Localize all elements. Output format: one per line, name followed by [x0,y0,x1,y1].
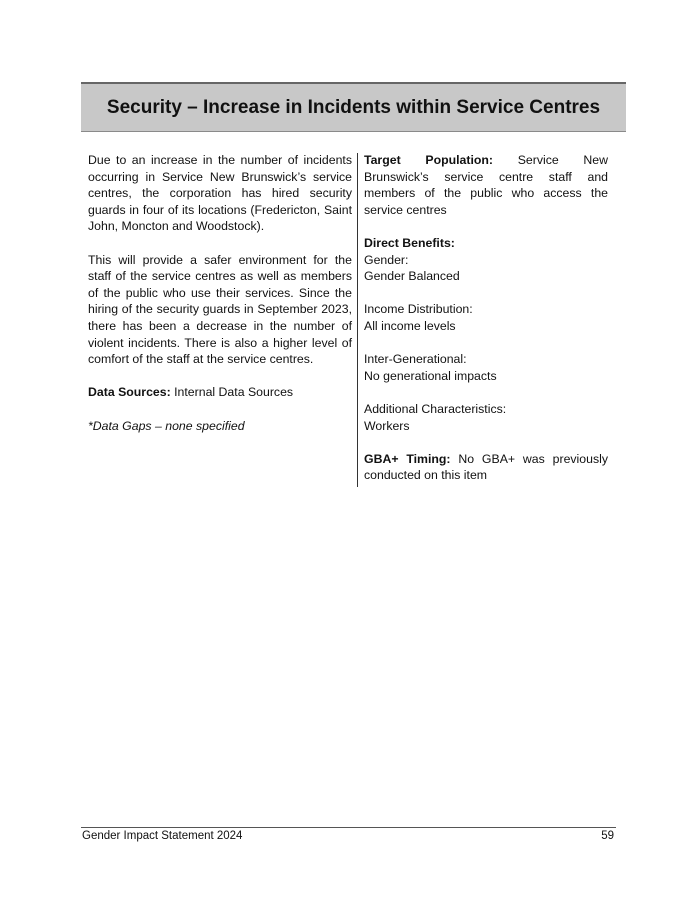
title-banner [81,82,626,132]
gender-label: Gender: [364,252,409,267]
income-distribution-label: Income Distribution: [364,302,473,317]
inter-generational-label: Inter-Generational: [364,352,467,367]
data-gaps-note: *Data Gaps – none specified [88,418,245,433]
target-population [364,152,608,218]
gender-value: Gender Balanced [364,269,460,284]
direct-benefits-heading: Direct Benefits: [364,235,455,250]
description-paragraph-1: Due to an increase in the number of incidents occurring in Service New Brunswick’s service centres, the corporation has hired security guards in four of its locations (Fredericton, Saint John, Moncton and Woodstock). [88,153,352,234]
additional-characteristics-label: Additional Characteristics: [364,401,507,416]
description-column [88,152,352,434]
page-title: Security – Increase in Incidents within Service Centres [106,96,601,118]
footer-document-title: Gender Impact Statement 2024 [82,830,243,842]
footer-divider [81,827,616,828]
additional-characteristics-value: Workers [364,418,410,433]
gba-timing-label: GBA+ Timing: [364,451,451,466]
income-distribution-value: All income levels [364,318,456,333]
data-sources-label: Data Sources: [88,385,171,400]
target-population-value: Service New Brunswick’s service centre staff and members of the public who access the service centres [364,153,608,217]
impact-column [364,152,608,484]
gba-timing-value: No GBA+ was previously conducted on this item [364,451,608,483]
target-population-label: Target Population: [364,153,493,167]
column-divider [357,153,358,487]
data-sources-line [88,384,352,401]
gba-timing [364,451,608,484]
footer-page-number: 59 [601,830,614,842]
description-paragraph-2: This will provide a safer environment for the staff of the service centres as well as members of the public who use their services. Since the hiring of the security guards in September 2023, there has been a decrease in the number of violent incidents. There is also a higher level of comfort of the staff at the service centres. [88,252,352,367]
data-sources-value: Internal Data Sources [170,385,294,400]
inter-generational-value: No generational impacts [364,368,497,383]
